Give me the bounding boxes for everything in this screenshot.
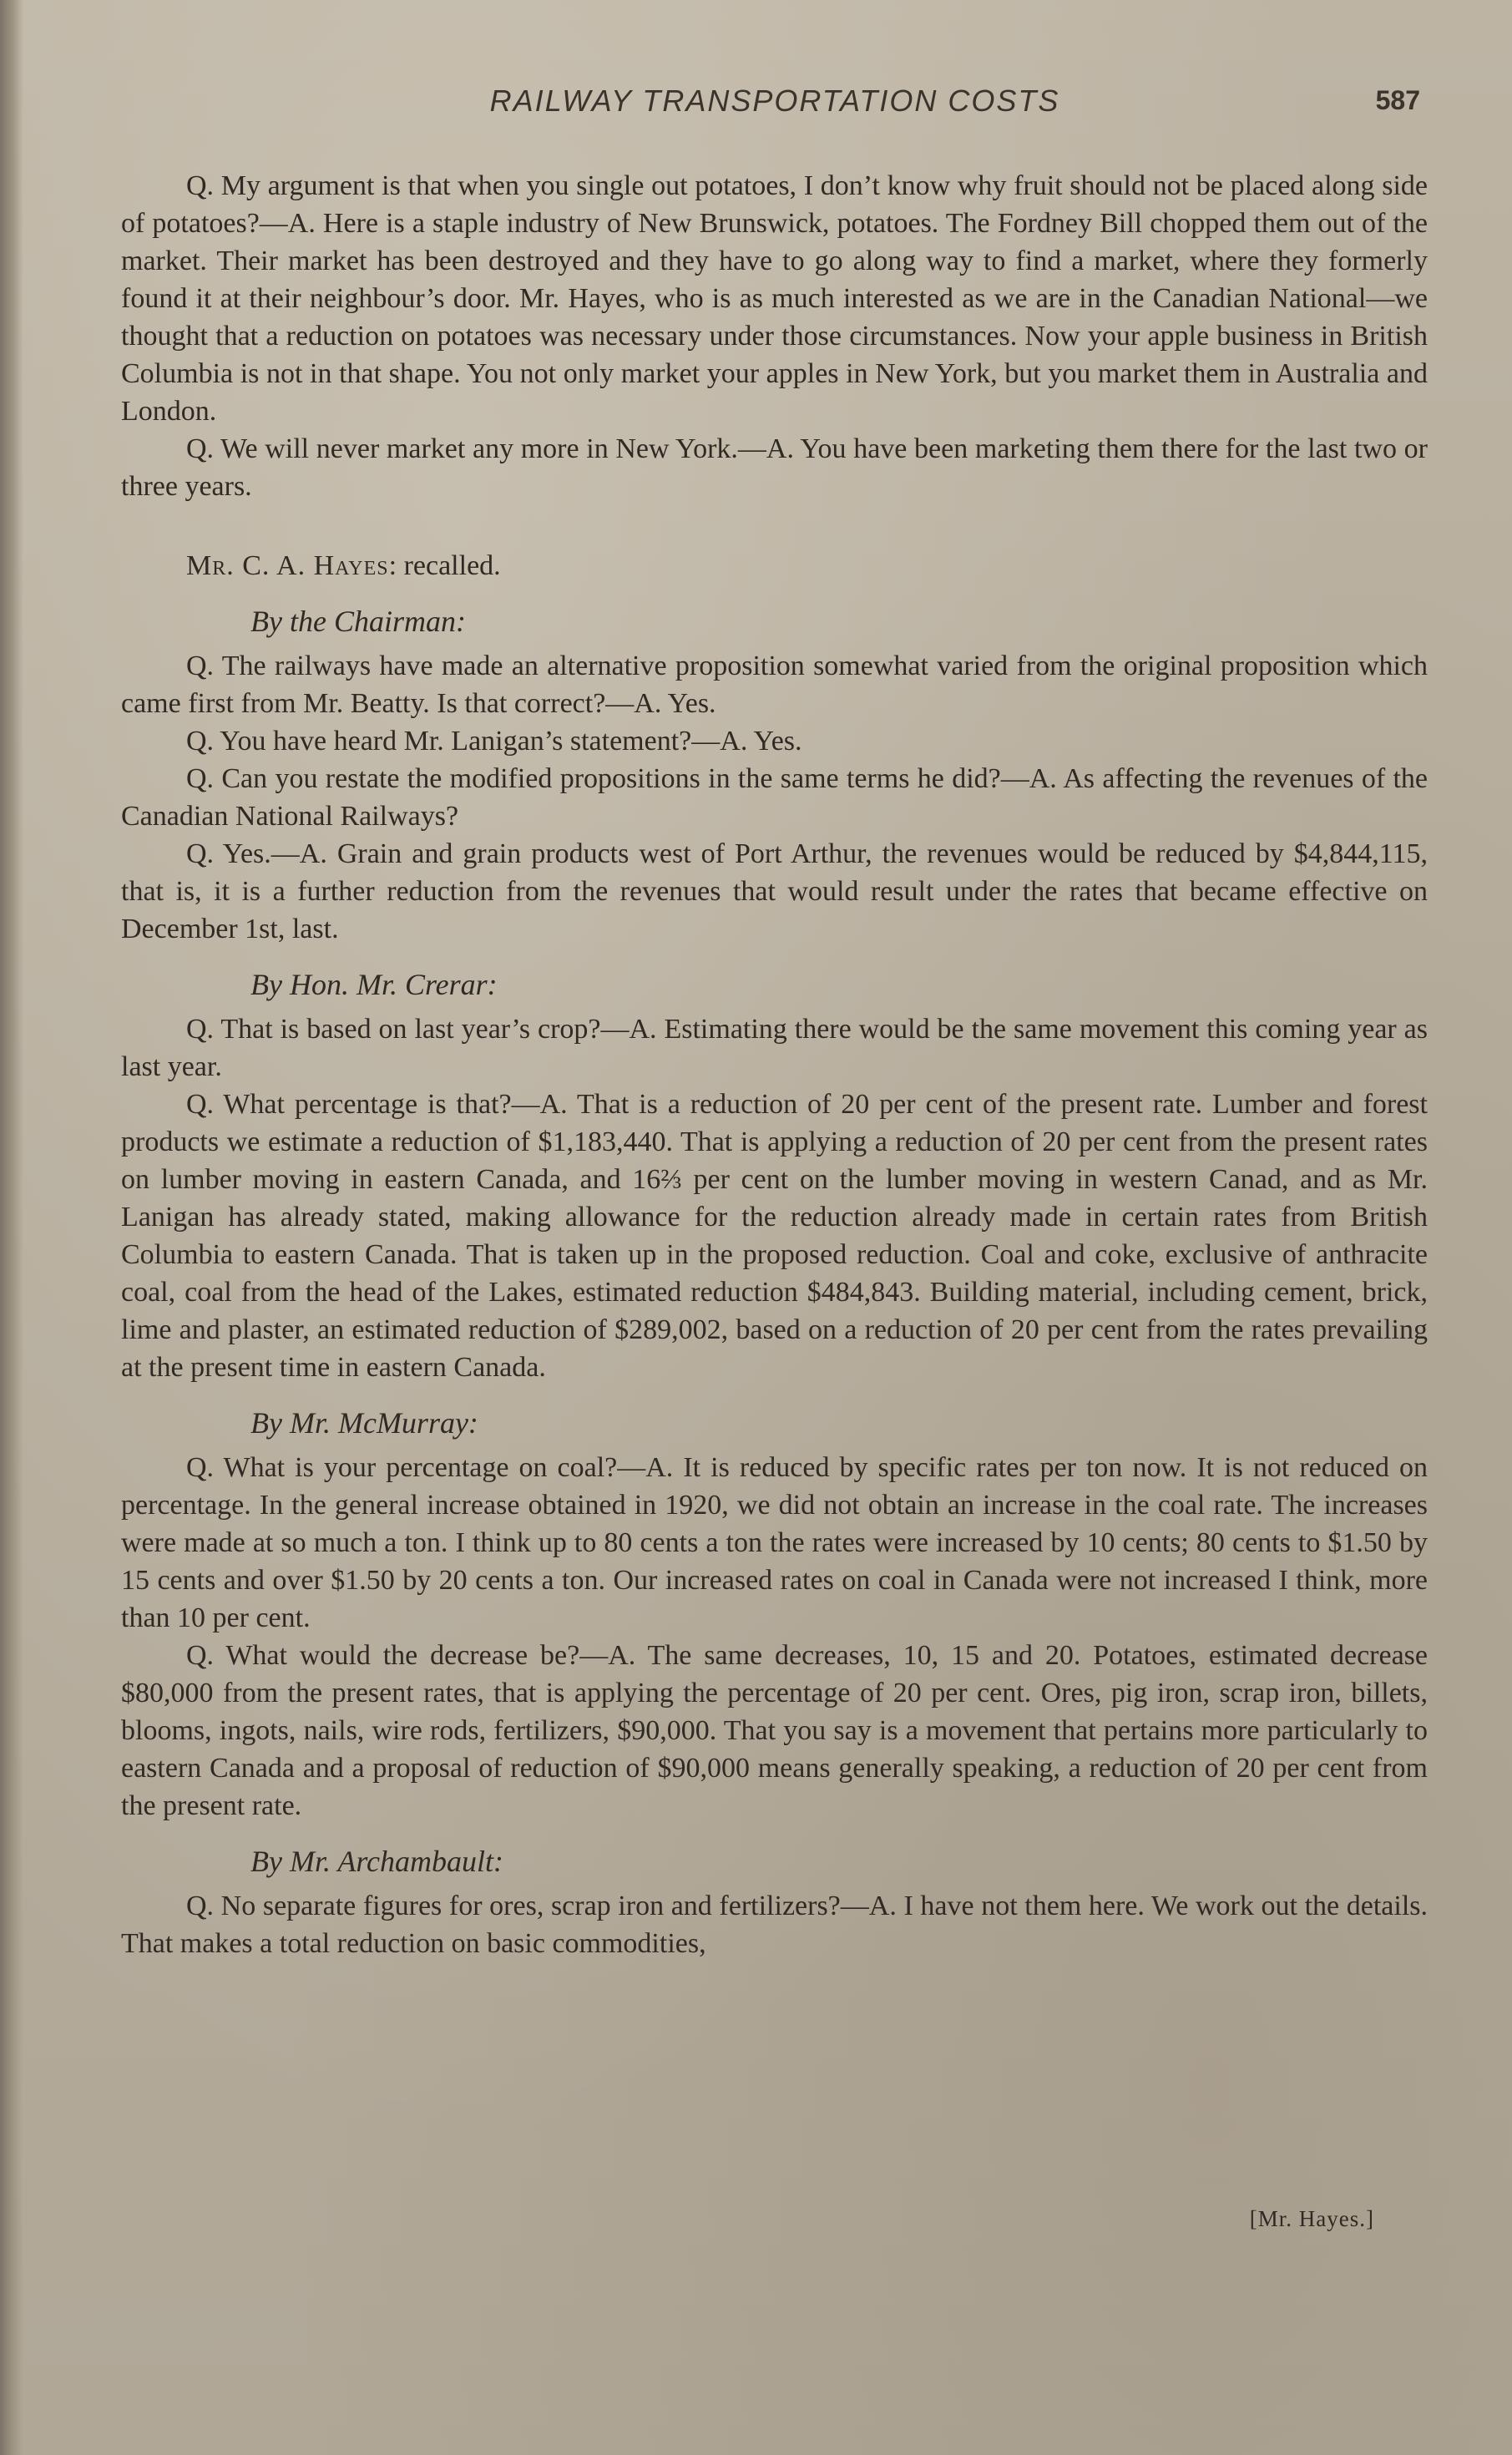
paragraph: Q. We will never market any more in New York.—A. You have been marketing them there for the last two or three years. — [121, 433, 1428, 502]
paragraph: Q. That is based on last year’s crop?—A. Estimating there would be the same movement this coming year as last year. — [121, 1014, 1428, 1082]
paragraph: Q. You have heard Mr. Lanigan’s statement?—A. Yes. — [186, 726, 802, 757]
witness-note: recalled. — [403, 550, 501, 581]
paragraph: Q. What is your percentage on coal?—A. It is reduced by specific rates per ton now. It is not reduced on percentage. In the general increase obtained in 1920, we did not obtain an increase in the coal rate. The increases were made at so much a ton. I think up to 80 cents a ton the rates were increased by 10 cents; 80 cents to $1.50 by 15 cents and over $1.50 by 20 cents a ton. Our increased rates on coal in Canada were not increased I think, more than 10 per cent. — [121, 1452, 1428, 1633]
running-title: RAILWAY TRANSPORTATION COSTS — [489, 84, 1060, 118]
witness-name: Mr. C. A. Hayes — [186, 550, 389, 581]
paragraph: Q. Can you restate the modified propositions in the same terms he did?—A. As affecting the revenues of the Canadian National Railways? — [121, 763, 1428, 832]
page-header — [121, 84, 1429, 134]
page-number: 587 — [1375, 85, 1420, 115]
witness-recalled-line: Mr. C. A. Hayes: recalled. — [186, 550, 501, 581]
examiner-heading: By the Chairman: — [250, 605, 466, 638]
examiner-heading: By Mr. Archambault: — [250, 1845, 503, 1878]
page-body — [121, 167, 1428, 1962]
examiner-heading: By Mr. McMurray: — [250, 1406, 478, 1440]
paragraph: Q. My argument is that when you single out potatoes, I don’t know why fruit should not be placed along side of potatoes?—A. Here is a staple industry of New Brunswick, potatoes. The Fordney Bill chopped them out of the market. Their market has been destroyed and they have to go along way to find a market, where they formerly found it at their neighbour’s door. Mr. Hayes, who is as much interested as we are in the Canadian National—we thought that a reduction on potatoes was necessary under those circumstances. Now your apple business in British Columbia is not in that shape. You not only market your apples in New York, but you market them in Australia and London. — [121, 170, 1428, 427]
footer-speaker-tag: [Mr. Hayes.] — [1249, 2206, 1374, 2231]
paragraph: Q. What would the decrease be?—A. The same decreases, 10, 15 and 20. Potatoes, estimated decrease $80,000 from the present rates, that is applying the percentage of 20 per cent. Ores, pig iron, scrap iron, billets, blooms, ingots, nails, wire rods, fertilizers, $90,000. That you say is a movement that pertains more particularly to eastern Canada and a proposal of reduction of $90,000 means generally speaking, a reduction of 20 per cent from the present rate. — [121, 1640, 1428, 1821]
paragraph: Q. Yes.—A. Grain and grain products west of Port Arthur, the revenues would be reduced by $4,844,115, that is, it is a further reduction from the revenues that would result under the rates that became effective on December 1st, last. — [121, 838, 1428, 944]
paragraph: Q. No separate figures for ores, scrap iron and fertilizers?—A. I have not them here. We work out the details. That makes a total reduction on basic commodities, — [121, 1891, 1428, 1959]
page-spine-shadow — [0, 0, 23, 2455]
paragraph: Q. The railways have made an alternative proposition somewhat varied from the original proposition which came first from Mr. Beatty. Is that correct?—A. Yes. — [121, 650, 1428, 719]
examiner-heading: By Hon. Mr. Crerar: — [250, 968, 498, 1001]
paragraph: Q. What percentage is that?—A. That is a reduction of 20 per cent of the present rate. Lumber and forest products we estimate a reduction of $1,183,440. That is applying a reduction of 20 per cent from the present rates on lumber moving in eastern Canada, and 16⅔ per cent on the lumber moving in western Canad, and as Mr. Lanigan has already stated, making allowance for the reduction already made in certain rates from British Columbia to eastern Canada. That is taken up in the proposed reduction. Coal and coke, exclusive of anthracite coal, coal from the head of the Lakes, estimated reduction $484,843. Building material, including cement, brick, lime and plaster, an estimated reduction of $289,002, based on a reduction of 20 per cent from the rates prevailing at the present time in eastern Canada. — [121, 1089, 1428, 1383]
